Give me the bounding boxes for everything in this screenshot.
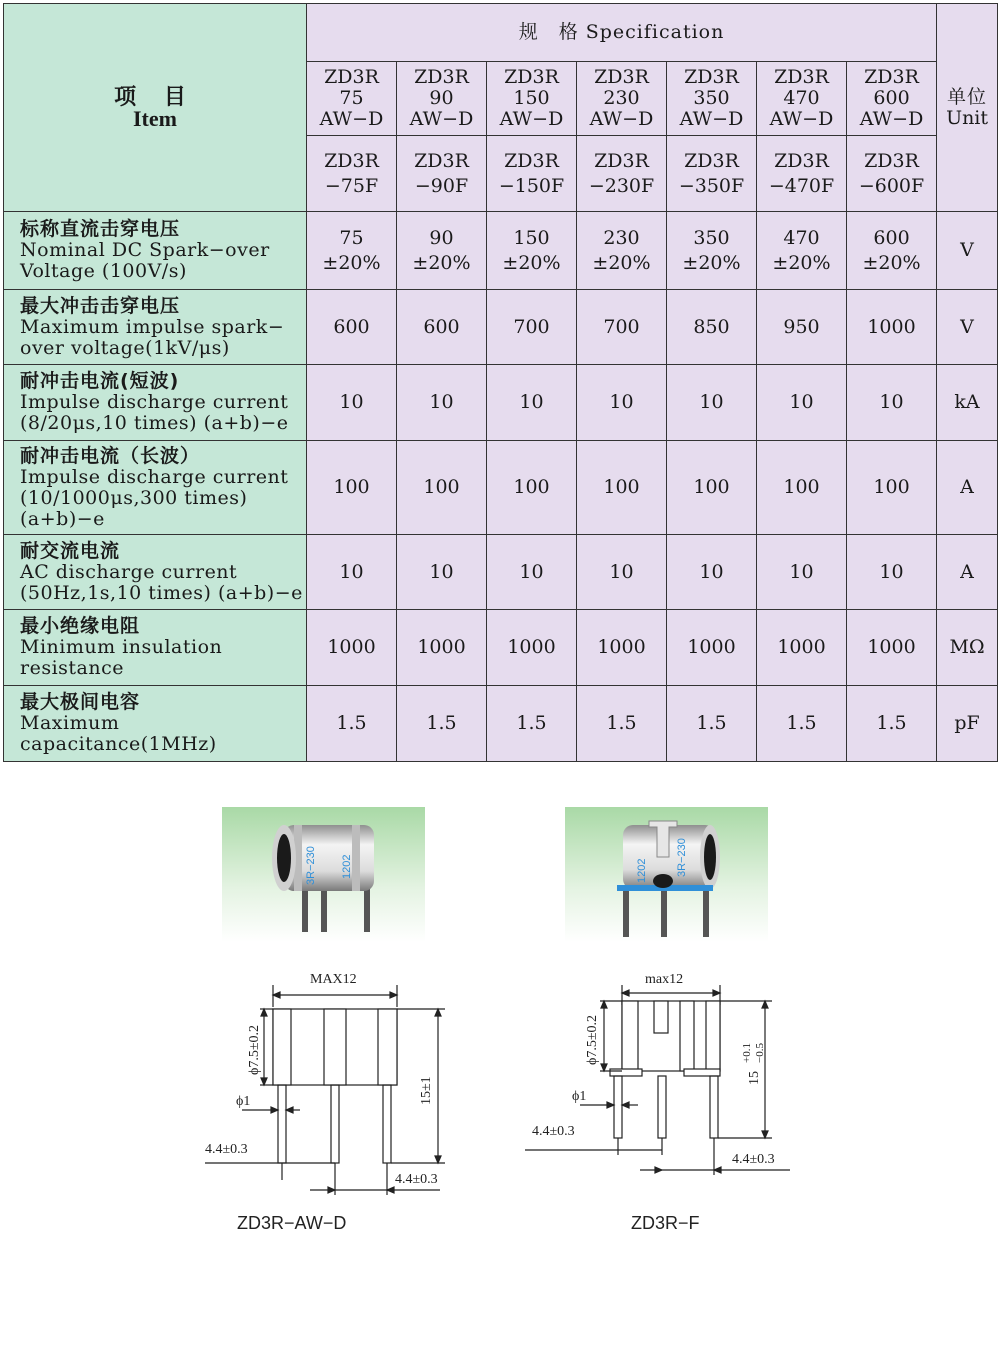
caption-aw-d: ZD3R−AW−D <box>237 1213 347 1233</box>
item-name-en: (10/1000μs,300 times) <box>20 486 248 509</box>
dim-length-tol-plus: +0.1 <box>741 1043 753 1063</box>
table-row <box>4 535 998 610</box>
value-cell <box>397 365 487 441</box>
model-top-line: 230 <box>603 87 640 109</box>
item-cell <box>4 441 307 535</box>
item-name-en: resistance <box>20 657 124 679</box>
value-cell <box>667 610 757 686</box>
model-bottom-2 <box>487 136 577 212</box>
spec-header-title: 规 格 Specification <box>518 21 725 43</box>
model-top-3 <box>577 62 667 136</box>
value-cell <box>757 212 847 290</box>
unit-header-en: Unit <box>946 106 989 129</box>
model-bottom-line: −350F <box>678 174 745 197</box>
value-cell <box>487 365 577 441</box>
item-cell <box>4 610 307 686</box>
product-photo-aw-d <box>222 807 425 942</box>
model-top-line: 600 <box>873 87 910 109</box>
item-name-zh: 耐冲击电流（长波） <box>20 444 201 467</box>
value-line: 10 <box>429 391 454 413</box>
unit-header <box>937 4 998 212</box>
model-bottom-line: ZD3R <box>864 149 919 172</box>
model-bottom-line: ZD3R <box>504 149 559 172</box>
table-row <box>4 365 998 441</box>
value-cell <box>577 212 667 290</box>
value-line: 350 <box>693 226 730 249</box>
dim-pitch-2: 4.4±0.3 <box>395 1172 438 1187</box>
model-top-5 <box>757 62 847 136</box>
value-line: 950 <box>783 315 820 338</box>
value-line: 10 <box>699 391 724 413</box>
value-cell <box>667 212 757 290</box>
dim-length-tol-minus: −0.5 <box>754 1043 766 1063</box>
value-line: 1000 <box>597 636 646 658</box>
value-line: 10 <box>429 560 454 583</box>
item-header-zh: 项 目 <box>114 84 196 110</box>
model-bottom-line: −230F <box>588 174 655 197</box>
value-line: 1.5 <box>876 712 907 734</box>
model-top-line: ZD3R <box>504 66 559 88</box>
model-bottom-line: −90F <box>414 174 469 197</box>
value-cell <box>577 535 667 610</box>
value-cell <box>307 365 397 441</box>
item-name-en: Nominal DC Spark−over <box>20 239 270 261</box>
model-bottom-1 <box>397 136 487 212</box>
item-name-zh: 耐交流电流 <box>20 539 121 562</box>
value-cell <box>847 441 937 535</box>
model-top-0 <box>307 62 397 136</box>
value-cell <box>577 686 667 762</box>
dimension-drawing-aw-d <box>200 965 470 1205</box>
value-line: 10 <box>339 560 364 583</box>
value-cell <box>487 686 577 762</box>
model-top-line: 150 <box>513 87 550 109</box>
model-bottom-line: −600F <box>858 174 925 197</box>
product-print-type: 3R−230 <box>305 846 317 885</box>
item-header-en: Item <box>133 105 177 131</box>
value-line: 1000 <box>327 636 376 658</box>
unit-cell: kA <box>937 365 998 441</box>
value-line: 1.5 <box>786 712 817 734</box>
value-cell <box>307 290 397 365</box>
item-name-en: Impulse discharge current <box>20 391 289 413</box>
value-line: 700 <box>603 315 640 338</box>
product-print-date-2: 1202 <box>636 858 648 883</box>
value-cell <box>577 365 667 441</box>
model-top-6 <box>847 62 937 136</box>
value-cell <box>307 535 397 610</box>
value-cell <box>487 212 577 290</box>
value-line: 1.5 <box>336 712 367 734</box>
model-bottom-line: −75F <box>324 174 379 197</box>
value-line: ±20% <box>322 251 381 274</box>
item-name-en: Minimum insulation <box>20 636 223 658</box>
table-row <box>4 290 998 365</box>
item-cell <box>4 686 307 762</box>
value-line: ±20% <box>502 251 561 274</box>
value-line: 100 <box>513 476 550 498</box>
value-line: 600 <box>423 315 460 338</box>
model-top-line: AW−D <box>499 108 564 130</box>
model-top-line: AW−D <box>769 108 834 130</box>
table-row <box>4 686 998 762</box>
dim-pitch-1-f: 4.4±0.3 <box>532 1124 575 1139</box>
model-top-line: 75 <box>339 87 364 109</box>
value-line: 10 <box>789 560 814 583</box>
unit-header-zh: 单位 <box>947 85 988 108</box>
value-line: 1.5 <box>426 712 457 734</box>
value-cell <box>757 290 847 365</box>
value-line: 700 <box>513 315 550 338</box>
item-name-en: (8/20μs,10 times) (a+b)−e <box>20 412 289 434</box>
value-line: 850 <box>693 315 730 338</box>
dimension-drawing-f <box>520 965 800 1185</box>
item-name-en: Maximum capacitance(1MHz) <box>20 712 217 755</box>
model-bottom-line: ZD3R <box>594 149 649 172</box>
model-top-line: 90 <box>429 87 454 109</box>
model-bottom-line: ZD3R <box>324 149 379 172</box>
value-cell <box>847 686 937 762</box>
value-line: 100 <box>603 476 640 498</box>
value-cell <box>397 686 487 762</box>
value-line: ±20% <box>772 251 831 274</box>
model-bottom-5 <box>757 136 847 212</box>
model-top-line: ZD3R <box>594 66 649 88</box>
item-name-en: Impulse discharge current <box>20 465 289 488</box>
value-line: 10 <box>699 560 724 583</box>
product-print-type-2: 3R−230 <box>676 838 688 877</box>
model-top-line: ZD3R <box>684 66 739 88</box>
value-line: 1000 <box>867 315 916 338</box>
value-line: ±20% <box>412 251 471 274</box>
model-bottom-line: ZD3R <box>414 149 469 172</box>
model-top-line: AW−D <box>679 108 744 130</box>
model-top-line: AW−D <box>319 108 384 130</box>
dim-pitch-2-f: 4.4±0.3 <box>732 1152 775 1167</box>
caption-f: ZD3R−F <box>631 1213 700 1233</box>
model-bottom-4 <box>667 136 757 212</box>
value-cell <box>667 535 757 610</box>
item-name-en: over voltage(1kV/μs) <box>20 336 230 359</box>
unit-cell: A <box>937 535 998 610</box>
value-cell <box>487 610 577 686</box>
table-row <box>4 610 998 686</box>
model-top-1 <box>397 62 487 136</box>
value-cell <box>487 441 577 535</box>
item-cell <box>4 365 307 441</box>
value-line: 1.5 <box>606 712 637 734</box>
value-cell <box>397 212 487 290</box>
dim-length-f: 15 <box>747 1071 762 1085</box>
model-bottom-6 <box>847 136 937 212</box>
dim-pitch-1: 4.4±0.3 <box>205 1142 248 1157</box>
model-top-line: AW−D <box>409 108 474 130</box>
value-cell <box>757 535 847 610</box>
value-line: 75 <box>339 226 364 249</box>
value-line: 10 <box>789 391 814 413</box>
model-bottom-0 <box>307 136 397 212</box>
value-line: 10 <box>879 391 904 413</box>
value-line: 150 <box>513 226 550 249</box>
value-cell <box>307 212 397 290</box>
specification-table <box>3 3 998 762</box>
value-line: 10 <box>609 560 634 583</box>
value-line: 90 <box>429 226 454 249</box>
item-cell <box>4 535 307 610</box>
model-bottom-line: −150F <box>498 174 565 197</box>
dim-diameter: ϕ7.5±0.2 <box>247 1024 262 1075</box>
value-line: 600 <box>333 315 370 338</box>
value-cell <box>667 290 757 365</box>
item-name-zh: 耐冲击电流(短波) <box>20 370 180 392</box>
value-line: ±20% <box>682 251 741 274</box>
table-row <box>4 441 998 535</box>
value-cell <box>397 441 487 535</box>
value-cell <box>307 686 397 762</box>
value-line: 230 <box>603 226 640 249</box>
product-print-date: 1202 <box>341 854 353 879</box>
value-line: 100 <box>333 476 370 498</box>
value-cell <box>847 212 937 290</box>
value-cell <box>397 610 487 686</box>
item-name-zh: 最大冲击击穿电压 <box>20 294 181 317</box>
unit-cell: V <box>937 290 998 365</box>
value-line: ±20% <box>862 251 921 274</box>
item-header <box>4 4 307 212</box>
item-name-en: (a+b)−e <box>20 507 105 530</box>
model-bottom-line: −470F <box>768 174 835 197</box>
unit-cell: A <box>937 441 998 535</box>
value-cell <box>847 610 937 686</box>
item-name-en: Maximum impulse spark− <box>20 315 285 338</box>
model-top-line: ZD3R <box>414 66 469 88</box>
value-line: 10 <box>519 560 544 583</box>
model-top-line: ZD3R <box>324 66 379 88</box>
value-cell <box>757 686 847 762</box>
value-cell <box>307 441 397 535</box>
item-name-zh: 最大极间电容 <box>20 691 141 713</box>
value-cell <box>667 365 757 441</box>
value-cell <box>847 290 937 365</box>
model-top-line: AW−D <box>859 108 924 130</box>
value-line: 1.5 <box>696 712 727 734</box>
value-cell <box>577 441 667 535</box>
model-top-line: ZD3R <box>774 66 829 88</box>
value-line: 1000 <box>507 636 556 658</box>
value-cell <box>487 535 577 610</box>
value-line: 1000 <box>417 636 466 658</box>
value-line: 10 <box>879 560 904 583</box>
value-line: 10 <box>339 391 364 413</box>
item-name-en: AC discharge current <box>20 560 238 583</box>
item-cell <box>4 290 307 365</box>
dim-pin: ϕ1 <box>236 1094 251 1109</box>
value-line: 1000 <box>687 636 736 658</box>
product-photo-f <box>565 807 768 942</box>
item-name-en: Voltage (100V/s) <box>20 260 187 282</box>
item-name-zh: 最小绝缘电阻 <box>20 615 141 637</box>
model-bottom-3 <box>577 136 667 212</box>
value-line: 100 <box>873 476 910 498</box>
dim-width-f: max12 <box>645 972 684 987</box>
value-cell <box>847 535 937 610</box>
dim-length: 15±1 <box>419 1076 434 1105</box>
value-cell <box>577 290 667 365</box>
model-top-line: ZD3R <box>864 66 919 88</box>
item-name-en: (50Hz,1s,10 times) (a+b)−e <box>20 581 303 604</box>
value-line: 100 <box>423 476 460 498</box>
value-line: ±20% <box>592 251 651 274</box>
unit-cell: MΩ <box>937 610 998 686</box>
unit-cell: V <box>937 212 998 290</box>
model-top-line: 350 <box>693 87 730 109</box>
spec-header <box>307 4 937 62</box>
model-bottom-line: ZD3R <box>774 149 829 172</box>
value-line: 1.5 <box>516 712 547 734</box>
table-row <box>4 212 998 290</box>
value-cell <box>397 535 487 610</box>
value-cell <box>757 610 847 686</box>
model-top-line: 470 <box>783 87 820 109</box>
model-top-2 <box>487 62 577 136</box>
value-cell <box>487 290 577 365</box>
value-cell <box>397 290 487 365</box>
item-name-zh: 标称直流击穿电压 <box>20 218 181 240</box>
value-line: 1000 <box>777 636 826 658</box>
value-cell <box>667 441 757 535</box>
dim-pin-f: ϕ1 <box>572 1089 587 1104</box>
dim-width: MAX12 <box>310 972 357 987</box>
value-line: 600 <box>873 226 910 249</box>
value-line: 100 <box>693 476 730 498</box>
model-top-line: AW−D <box>589 108 654 130</box>
value-line: 470 <box>783 226 820 249</box>
unit-cell: pF <box>937 686 998 762</box>
value-cell <box>757 441 847 535</box>
dim-diameter-f: ϕ7.5±0.2 <box>585 1014 600 1065</box>
model-bottom-line: ZD3R <box>684 149 739 172</box>
value-cell <box>307 610 397 686</box>
value-line: 1000 <box>867 636 916 658</box>
value-line: 100 <box>783 476 820 498</box>
value-cell <box>577 610 667 686</box>
value-cell <box>667 686 757 762</box>
value-line: 10 <box>519 391 544 413</box>
value-line: 10 <box>609 391 634 413</box>
item-cell <box>4 212 307 290</box>
value-cell <box>847 365 937 441</box>
value-cell <box>757 365 847 441</box>
model-top-4 <box>667 62 757 136</box>
